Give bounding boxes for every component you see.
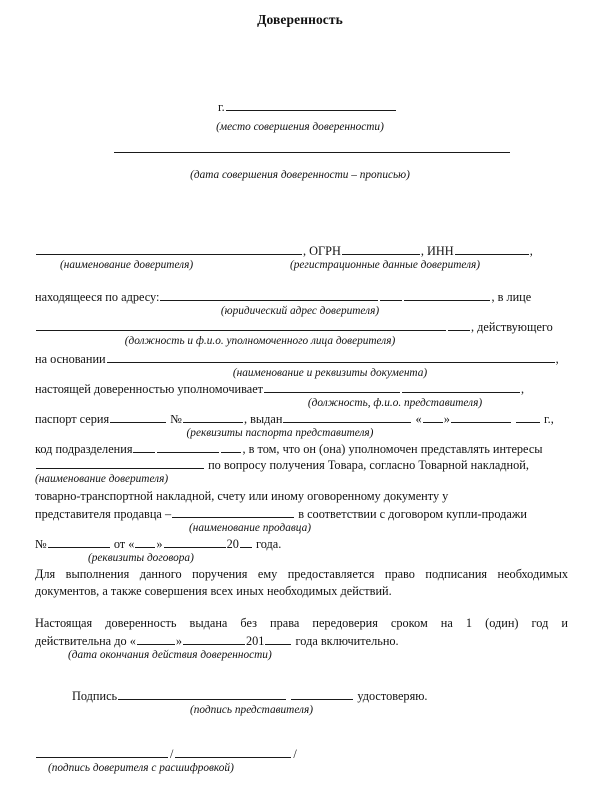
passport-year-input-rule[interactable] bbox=[516, 411, 540, 423]
passport-issuer-input-rule[interactable] bbox=[283, 411, 411, 423]
page-title: Доверенность bbox=[257, 12, 343, 27]
principal-name-repeat-caption: (наименование доверителя) bbox=[35, 473, 169, 485]
contract-day-input-rule[interactable] bbox=[135, 536, 155, 548]
validity-suffix-label: года включительно. bbox=[295, 634, 399, 648]
city-caption: (место совершения доверенности) bbox=[216, 121, 384, 133]
contract-year-suffix: года. bbox=[255, 537, 282, 551]
principal-signature-caption: (подпись доверителя с расшифровкой) bbox=[48, 762, 234, 774]
principal-officer-caption: (должность и ф.и.о. уполномоченного лица доверителя) bbox=[124, 335, 396, 347]
contract-details-caption: (реквизиты договора) bbox=[88, 552, 194, 564]
passport-day-input-rule[interactable] bbox=[423, 411, 443, 423]
signature-slash: / bbox=[170, 747, 174, 761]
date-made-input-rule[interactable] bbox=[114, 152, 510, 153]
principal-name-caption: (наименование доверителя) bbox=[60, 259, 194, 271]
validity-year-prefix: 201 bbox=[246, 634, 265, 648]
signature-slash-close: / bbox=[293, 747, 297, 761]
representative-signature-input-rule[interactable] bbox=[118, 688, 286, 700]
signature-label: Подпись bbox=[72, 689, 118, 703]
inn-label: ИНН bbox=[427, 244, 454, 258]
city-input-rule[interactable] bbox=[226, 99, 396, 111]
seller-name-caption: (наименование продавца) bbox=[189, 522, 311, 534]
principal-officer-input-rule-b[interactable] bbox=[448, 319, 470, 331]
passport-number-input-rule[interactable] bbox=[183, 411, 243, 423]
principal-address-input-rule-c[interactable] bbox=[404, 289, 490, 301]
principal-signature-input-rule[interactable] bbox=[36, 746, 168, 758]
representative-position-input-rule-b[interactable] bbox=[402, 381, 520, 393]
validity-line-1: Настоящая доверенность выдана без права передоверия сроком на 1 (один) год и bbox=[35, 616, 568, 630]
certify-label: удостоверяю. bbox=[357, 689, 428, 703]
validity-quote-close: » bbox=[175, 634, 182, 648]
passport-series-input-rule[interactable] bbox=[110, 411, 166, 423]
dept-code-input-rule-b[interactable] bbox=[157, 441, 219, 453]
passport-year-suffix: г., bbox=[544, 412, 554, 426]
city-prefix-label: г. bbox=[218, 100, 225, 114]
validity-until-label: действительна до bbox=[35, 634, 127, 648]
principal-registration-caption: (регистрационные данные доверителя) bbox=[290, 259, 481, 271]
representative-signature-caption: (подпись представителя) bbox=[190, 704, 313, 716]
authorized-text: , в том, что он (она) уполномочен представлять интересы bbox=[242, 442, 543, 456]
principal-name-decode-input-rule[interactable] bbox=[175, 746, 291, 758]
ogrn-input-rule[interactable] bbox=[342, 243, 420, 255]
passport-day-quote-open: « bbox=[415, 412, 422, 426]
contract-from-label: от bbox=[113, 537, 126, 551]
representative-passport-caption: (реквизиты паспорта представителя) bbox=[186, 427, 374, 439]
principal-address-input-rule-b[interactable] bbox=[380, 289, 402, 301]
principal-name-repeat-input-rule[interactable] bbox=[36, 457, 204, 469]
passport-series-label: паспорт серия bbox=[35, 412, 110, 426]
validity-day-input-rule[interactable] bbox=[137, 633, 175, 645]
goods-text: по вопросу получения Товара, согласно Товарной накладной, bbox=[208, 458, 529, 472]
validity-quote-open: « bbox=[129, 634, 136, 648]
city-field-row bbox=[218, 99, 397, 116]
representative-position-input-rule[interactable] bbox=[264, 381, 400, 393]
seller-contract-text: в соответствии с договором купли-продажи bbox=[298, 507, 527, 521]
dept-code-input-rule-a[interactable] bbox=[133, 441, 155, 453]
address-label: находящееся по адресу: bbox=[35, 290, 160, 304]
principal-basis-row: на основании , bbox=[35, 352, 559, 366]
contract-number-input-rule[interactable] bbox=[48, 536, 110, 548]
validity-year-input-rule[interactable] bbox=[265, 633, 291, 645]
contract-year-input-rule[interactable] bbox=[240, 536, 252, 548]
contract-month-input-rule[interactable] bbox=[164, 536, 226, 548]
principal-address-input-rule[interactable] bbox=[160, 289, 378, 301]
seller-name-input-rule[interactable] bbox=[172, 506, 294, 518]
principal-address-caption: (юридический адрес доверителя) bbox=[220, 305, 380, 317]
principal-name-row: , ОГРН , ИНН , bbox=[35, 242, 533, 260]
passport-number-label: № bbox=[170, 412, 182, 426]
date-made-caption: (дата совершения доверенности – прописью) bbox=[190, 169, 410, 181]
contract-quote-open: « bbox=[128, 537, 135, 551]
principal-basis-input-rule[interactable] bbox=[107, 351, 555, 363]
representative-authorize-row: настоящей доверенностью уполномочивает , bbox=[35, 382, 525, 396]
contract-year-prefix: 20 bbox=[226, 537, 239, 551]
contract-quote-close: » bbox=[156, 537, 163, 551]
representative-signature-extra-rule[interactable] bbox=[291, 688, 353, 700]
contract-number-label: № bbox=[35, 537, 47, 551]
validity-end-caption: (дата окончания действия доверенности) bbox=[68, 649, 272, 661]
acting-label: , действующего bbox=[471, 320, 553, 334]
principal-basis-caption: (наименование и реквизиты документа) bbox=[232, 367, 428, 379]
basis-label: на основании bbox=[35, 352, 106, 366]
seller-documents-line: товарно-транспортной накладной, счету или иному оговоренному документу у bbox=[35, 489, 449, 503]
passport-day-quote-close: » bbox=[443, 412, 450, 426]
authorizes-label: настоящей доверенностью уполномочивает bbox=[35, 382, 264, 396]
passport-month-input-rule[interactable] bbox=[451, 411, 511, 423]
inn-input-rule[interactable] bbox=[455, 243, 529, 255]
principal-name-input-rule[interactable] bbox=[36, 243, 302, 255]
representative-position-caption: (должность, ф.и.о. представителя) bbox=[307, 397, 483, 409]
validity-month-input-rule[interactable] bbox=[183, 633, 245, 645]
principal-officer-input-rule[interactable] bbox=[36, 319, 446, 331]
in-person-label: , в лице bbox=[491, 290, 532, 304]
seller-rep-label: представителя продавца – bbox=[35, 507, 172, 521]
powers-paragraph: Для выполнения данного поручения ему предоставляется право подписания необходимых документов, а также совершения всех иных необходимых действий. bbox=[35, 567, 568, 598]
passport-issued-label: , выдан bbox=[243, 412, 283, 426]
dept-code-label: код подразделения bbox=[35, 442, 133, 456]
dept-code-input-rule-c[interactable] bbox=[221, 441, 241, 453]
ogrn-label: ОГРН bbox=[309, 244, 341, 258]
